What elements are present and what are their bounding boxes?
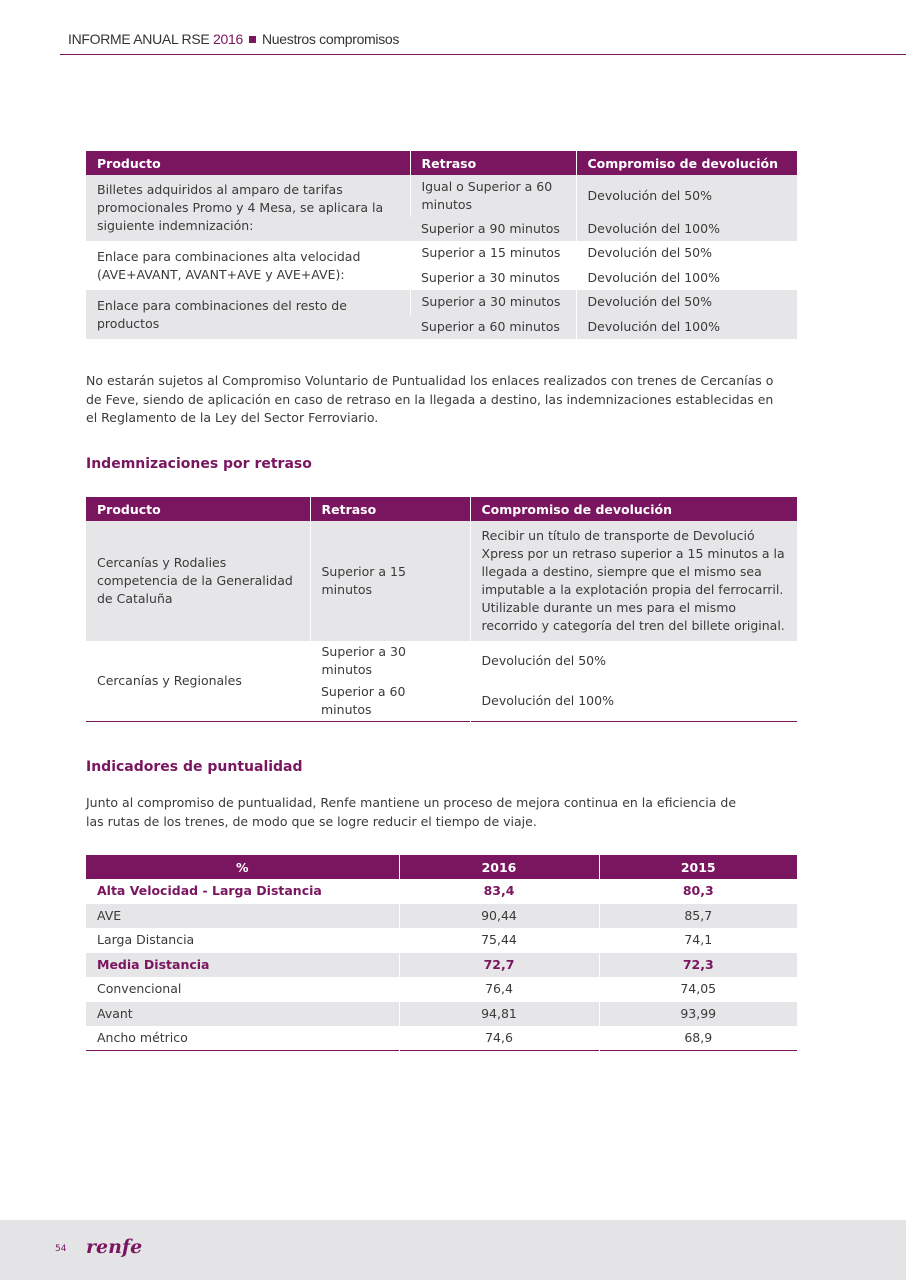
section-heading: Indicadores de puntualidad	[86, 759, 303, 775]
value-2015: 68,9	[599, 1026, 797, 1051]
section-name: Nuestros compromisos	[261, 31, 400, 47]
refund-cell: Devolución del 100%	[576, 315, 797, 340]
col-header: Retraso	[310, 497, 470, 521]
renfe-logo: renfe	[86, 1236, 143, 1258]
product-cell: Billetes adquiridos al amparo de tarifas promocionales Promo y 4 Mesa, se aplicara la siguiente indemnización:	[86, 175, 410, 241]
delay-cell: Superior a 15 minutos	[410, 241, 576, 266]
delay-cell: Superior a 15 minutos	[310, 521, 470, 641]
col-header: Compromiso de devolución	[470, 497, 797, 521]
col-header: Compromiso de devolución	[576, 151, 797, 175]
value-2015: 74,05	[599, 977, 797, 1002]
section-heading: Indemnizaciones por retraso	[86, 456, 312, 472]
page-footer	[0, 1220, 906, 1280]
category-cell: Larga Distancia	[97, 932, 195, 948]
exclusion-paragraph: No estarán sujetos al Compromiso Voluntario de Puntualidad los enlaces realizados con trenes de Cercanías o de Feve, siendo de aplicación en caso de retraso en la llegada a destino, las indemnizaciones establecidas en el Reglamento de la Ley del Sector Ferroviario.	[86, 373, 774, 425]
col-header: 2015	[599, 855, 797, 879]
report-title: INFORME ANUAL RSE	[68, 31, 210, 47]
delay-cell: Superior a 60 minutos	[410, 315, 576, 340]
value-2016: 75,44	[399, 928, 599, 953]
value-2016: 90,44	[399, 904, 599, 929]
refund-cell: Devolución del 100%	[576, 266, 797, 291]
table-row	[86, 953, 797, 978]
col-header: Producto	[86, 151, 410, 175]
product-cell: Enlace para combinaciones alta velocidad (AVE+AVANT, AVANT+AVE y AVE+AVE):	[97, 248, 361, 282]
refund-cell: Devolución del 50%	[576, 290, 797, 315]
table-row	[86, 879, 797, 904]
square-bullet-icon	[249, 36, 256, 43]
col-header: 2016	[399, 855, 599, 879]
value-2016: 72,7	[399, 953, 599, 978]
table-row	[86, 521, 797, 641]
delay-cell: Superior a 30 minutos	[410, 290, 576, 315]
table-row	[86, 928, 797, 953]
value-2015: 74,1	[599, 928, 797, 953]
category-cell: Alta Velocidad - Larga Distancia	[97, 883, 322, 899]
page-number: 54	[55, 1244, 67, 1254]
value-2016: 74,6	[399, 1026, 599, 1051]
product-cell: Enlace para combinaciones del resto de productos	[86, 290, 410, 339]
refund-cell: Devolución del 100%	[470, 681, 797, 722]
value-2016: 94,81	[399, 1002, 599, 1027]
delay-cell: Superior a 30 minutos	[310, 641, 470, 681]
running-header	[68, 31, 399, 47]
table-header	[86, 497, 797, 521]
compensation-table-1	[86, 151, 797, 339]
table-row	[86, 641, 797, 681]
product-cell: Cercanías y Regionales	[97, 673, 242, 688]
col-header: %	[86, 855, 399, 879]
value-2016: 83,4	[399, 879, 599, 904]
category-cell: AVE	[86, 904, 399, 929]
report-year: 2016	[213, 31, 243, 47]
refund-cell: Devolución del 50%	[470, 641, 797, 681]
punctuality-table	[86, 855, 797, 1051]
category-cell: Media Distancia	[86, 953, 399, 978]
category-cell: Ancho métrico	[97, 1030, 188, 1045]
table-row	[86, 175, 797, 217]
delay-cell: Superior a 60 minutos	[321, 684, 406, 717]
delay-cell: Igual o Superior a 60 minutos	[410, 175, 576, 217]
table-row	[86, 1026, 797, 1051]
compensation-table-2	[86, 497, 797, 722]
refund-cell: Recibir un título de transporte de Devolució Xpress por un retraso superior a 15 minutos a la llegada a destino, siempre que el mismo sea imputable a la explotación propia del ferrocarril. Utilizable durante un mes para el mismo recorrido y categoría del tren del billete original.	[470, 521, 797, 641]
delay-cell: Superior a 30 minutos	[421, 269, 560, 285]
category-cell: Convencional	[97, 981, 182, 997]
col-header: Retraso	[410, 151, 576, 175]
refund-cell: Devolución del 50%	[576, 175, 797, 217]
product-cell: Cercanías y Rodalies competencia de la Generalidad de Cataluña	[86, 521, 310, 641]
value-2015: 93,99	[599, 1002, 797, 1027]
refund-cell: Devolución del 50%	[576, 241, 797, 266]
table-header	[86, 855, 797, 879]
value-2015: 80,3	[599, 879, 797, 904]
table-header	[86, 151, 797, 175]
table-row	[86, 241, 797, 266]
refund-cell: Devolución del 100%	[576, 217, 797, 241]
delay-cell: Superior a 90 minutos	[410, 217, 576, 241]
category-cell: Avant	[86, 1002, 399, 1027]
table-row	[86, 1002, 797, 1027]
header-divider	[60, 54, 906, 55]
value-2015: 85,7	[599, 904, 797, 929]
col-header: Producto	[86, 497, 310, 521]
table-row	[86, 290, 797, 315]
value-2015: 72,3	[599, 953, 797, 978]
table-row	[86, 904, 797, 929]
table-row	[86, 977, 797, 1002]
intro-paragraph: Junto al compromiso de puntualidad, Renfe mantiene un proceso de mejora continua en la eficiencia de las rutas de los trenes, de modo que se logre reducir el tiempo de viaje.	[86, 795, 737, 829]
value-2016: 76,4	[399, 977, 599, 1002]
